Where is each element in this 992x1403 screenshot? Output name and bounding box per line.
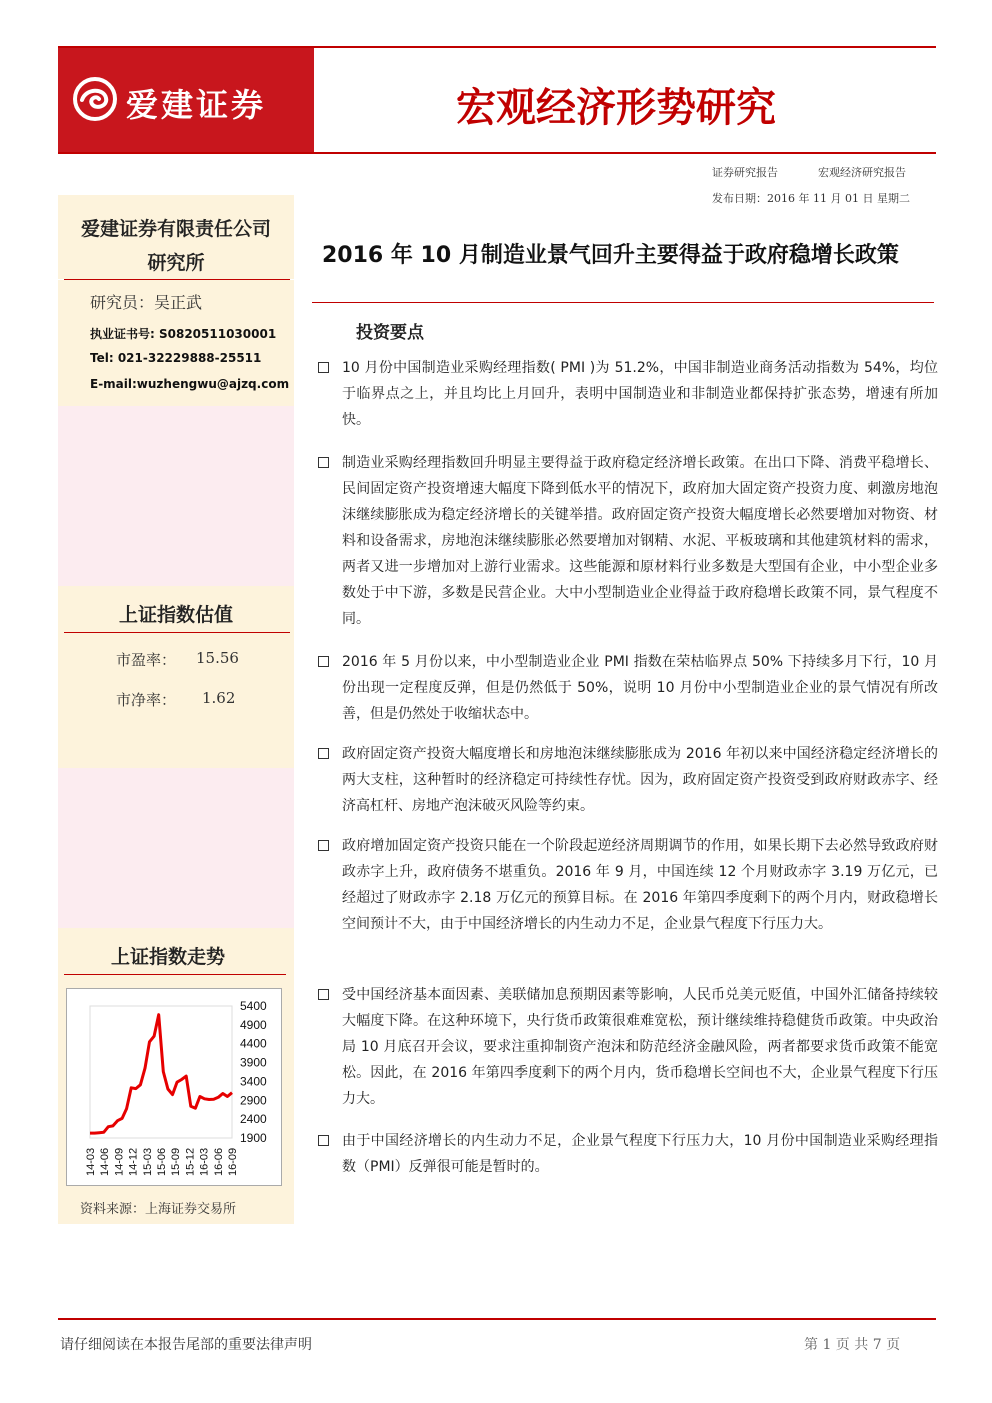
x-tick-label: 15-09 [170, 1147, 183, 1176]
bullet-text: 政府固定资产投资大幅度增长和房地泡沫继续膨胀成为 2016 年初以来中国经济稳定经济增长的两大支柱，这种暂时的经济稳定可持续性存忧。因为，政府固定资产投资受到政府财政赤字、经济高杠杆、房地产泡沫破灭风险等约束。 [342, 746, 938, 814]
checkbox-bullet-icon [318, 656, 329, 667]
publish-date: 发布日期：2016 年 11 月 01 日 星期二 [712, 192, 910, 205]
brand-logo-icon [72, 76, 118, 122]
index-trend-title: 上证指数走势 [110, 946, 225, 968]
index-trend-divider [64, 974, 286, 975]
y-tick-label: 5400 [240, 999, 267, 1013]
bullet-text: 10 月份中国制造业采购经理指数( PMI )为 51.2%，中国非制造业商务活动指数为 54%，均位于临界点之上，并且均比上月回升，表明中国制造业和非制造业都保持扩张态势，增速有所加快。 [342, 360, 938, 428]
report-category: 宏观经济研究报告 [818, 166, 906, 179]
x-tick-label: 16-09 [227, 1147, 239, 1176]
x-tick-label: 16-03 [198, 1147, 211, 1176]
pe-label: 市盈率： [116, 651, 177, 669]
bullet-point [318, 982, 938, 1112]
y-tick-label: 1900 [240, 1131, 267, 1145]
company-name-line1: 爱建证券有限责任公司 [80, 218, 271, 240]
bullet-point [318, 450, 938, 632]
checkbox-bullet-icon [318, 1135, 329, 1146]
checkbox-bullet-icon [318, 748, 329, 759]
header-bottom-rule [58, 152, 936, 154]
x-tick-label: 15-12 [184, 1147, 197, 1176]
x-tick-label: 14-06 [99, 1147, 112, 1176]
checkbox-bullet-icon [318, 362, 329, 373]
bullet-point [318, 355, 938, 433]
bullet-point [318, 1128, 938, 1180]
x-tick-label: 15-03 [141, 1147, 154, 1176]
company-name-line2: 研究所 [147, 252, 205, 274]
x-tick-label: 14-12 [127, 1147, 140, 1176]
page-number: 第 1 页 共 7 页 [804, 1337, 901, 1353]
x-tick-label: 14-09 [113, 1147, 126, 1176]
legal-notice: 请仔细阅读在本报告尾部的重要法律声明 [60, 1337, 312, 1353]
bullet-point [318, 833, 938, 937]
telephone: Tel: 021-32229888-25511 [90, 351, 262, 365]
y-tick-label: 4900 [240, 1017, 267, 1032]
checkbox-bullet-icon [318, 457, 329, 468]
brand-name: 爱建证券 [126, 86, 267, 124]
section-heading: 投资要点 [356, 323, 424, 343]
bullet-text: 2016 年 5 月份以来，中小型制造业企业 PMI 指数在荣枯临界点 50% 下持续多月下行，10 月份出现一定程度反弹，但是仍然低于 50%，说明 10 月份中小型制造业企业的景气情况有所改善，但是仍然处于收缩状态中。 [342, 654, 938, 722]
title-rule [312, 302, 934, 303]
certificate-number: 执业证书号: S0820511030001 [90, 327, 277, 341]
sidebar-spacer-2 [58, 768, 294, 928]
series-title: 宏观经济形势研究 [456, 84, 776, 131]
bullet-text: 制造业采购经理指数回升明显主要得益于政府稳定经济增长政策。在出口下降、消费平稳增长、民间固定资产投资增速大幅度下降到低水平的情况下，政府加大固定资产投资力度、刺激房地泡沫继续膨胀成为稳定经济增长的关键举措。政府固定资产投资大幅度增长必然要增加对物资、材料和设备需求，房地泡沫继续膨胀必然要增加对钢精、水泥、平板玻璃和其他建筑材料的需求，两者又进一步增加对上游行业需求。这些能源和原材料行业多数是大型国有企业，中小型企业多数处于中下游，多数是民营企业。大中小型制造业企业得益于政府稳增长政策不同，景气程度不同。 [342, 455, 938, 627]
pe-value: 15.56 [196, 649, 239, 667]
y-tick-label: 2400 [240, 1112, 267, 1127]
bullet-text: 受中国经济基本面因素、美联储加息预期因素等影响，人民币兑美元贬值，中国外汇储备持续较大幅度下降。在这种环境下，央行货币政策很难难宽松，预计继续维持稳健货币政策。中央政治局 10 月底召开会议，要求注重抑制资产泡沫和防范经济金融风险，两者都要求货币政策不能宽松。因此，在 2016 年第四季度剩下的两个月内，货币稳增长空间也不大，企业景气程度下行压力大。 [342, 987, 938, 1107]
y-tick-label: 2900 [240, 1093, 267, 1108]
company-name [58, 212, 294, 280]
valuation-title: 上证指数估值 [118, 604, 233, 626]
sidebar-spacer [58, 406, 294, 586]
bullet-text: 政府增加固定资产投资只能在一个阶段起逆经济周期调节的作用，如果长期下去必然导致政府财政赤字上升，政府债务不堪重负。2016 年 9 月，中国连续 12 个月财政赤字 3.19 万亿元，已经超过了财政赤字 2.18 万亿元的预算目标。在 2016 年第四季度剩下的两个月内，财政稳增长空间预计不大，由于中国经济增长的内生动力不足，企业景气程度下行压力大。 [342, 838, 938, 932]
chart-source: 资料来源：上海证券交易所 [80, 1202, 237, 1217]
x-tick-label: 15-06 [156, 1147, 168, 1176]
bullet-point [318, 741, 938, 819]
pb-label: 市净率： [116, 691, 177, 709]
x-tick-label: 16-06 [212, 1147, 225, 1176]
email-address: E-mail:wuzhengwu@ajzq.com [90, 377, 290, 391]
y-tick-label: 3900 [240, 1055, 267, 1070]
bullet-text: 由于中国经济增长的内生动力不足，企业景气程度下行压力大，10 月份中国制造业采购经理指数（PMI）反弹很可能是暂时的。 [342, 1133, 938, 1175]
footer-rule [58, 1318, 936, 1320]
y-tick-label: 3400 [240, 1074, 267, 1089]
researcher-name: 研究员：吴正武 [90, 293, 203, 312]
bullet-point [318, 649, 938, 727]
report-title: 2016 年 10 月制造业景气回升主要得益于政府稳增长政策 [322, 243, 899, 268]
x-tick-label: 14-03 [85, 1147, 97, 1176]
checkbox-bullet-icon [318, 989, 329, 1000]
pb-value: 1.62 [202, 689, 236, 707]
y-tick-label: 4400 [240, 1036, 267, 1051]
valuation-divider [64, 632, 290, 633]
index-trend-chart [66, 988, 282, 1186]
report-type: 证券研究报告 [712, 166, 778, 179]
checkbox-bullet-icon [318, 840, 329, 851]
